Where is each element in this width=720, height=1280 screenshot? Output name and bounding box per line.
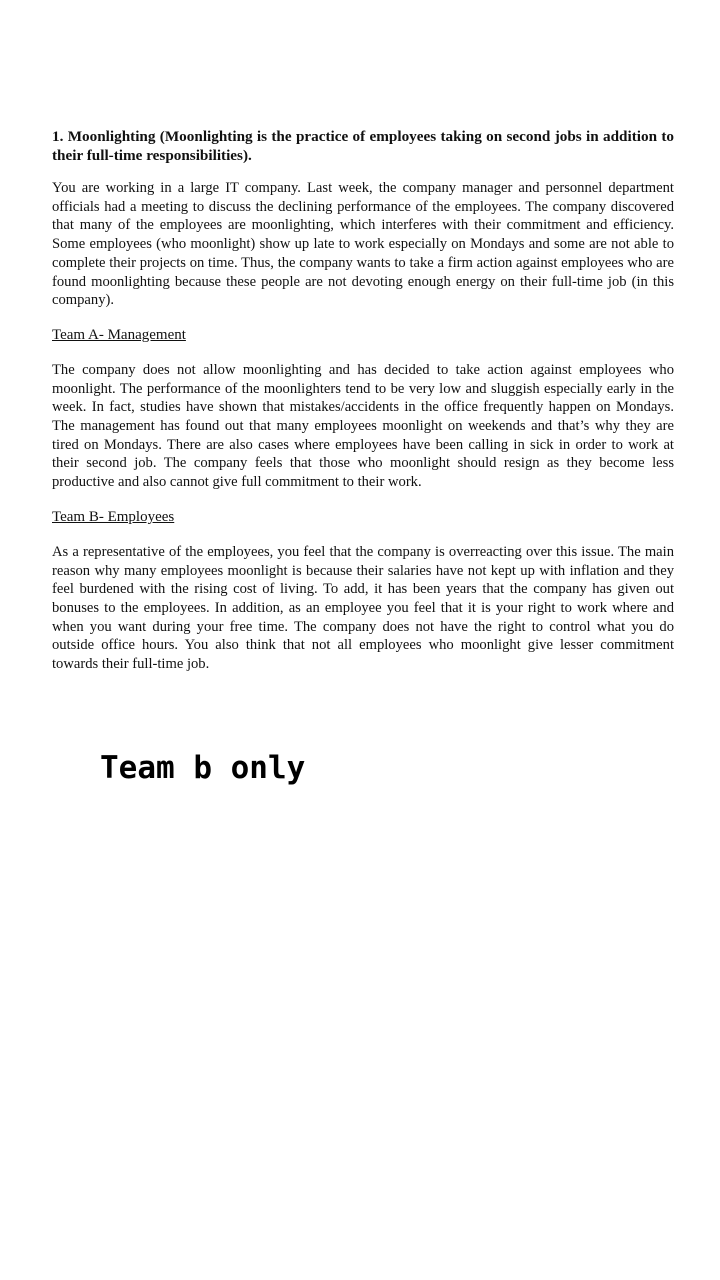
team-a-title: Team A- Management (52, 326, 186, 343)
overlay-caption: Team b only (100, 750, 306, 786)
intro-paragraph: You are working in a large IT company. Last week, the company manager and personnel department officials had a meeting to discuss the declining performance of the employees. The company discovered that many of the employees are moonlighting, which interferes with their commitment and efficiency. Some employees (who moonlight) show up late to work especially on Mondays and some are not able to complete their projects on time. Thus, the company wants to take a firm action against employees who are found moonlighting because these people are not devoting enough energy on their full-time job (in this company). (52, 180, 674, 309)
document-page (52, 127, 674, 674)
question-heading: 1. Moonlighting (Moonlighting is the practice of employees taking on second jobs in addition to their full-time responsibilities). (52, 128, 674, 164)
team-b-title: Team B- Employees (52, 508, 175, 525)
team-a-paragraph: The company does not allow moonlighting and has decided to take action against employees who moonlight. The performance of the moonlighters tend to be very low and sluggish especially early in the week. In fact, studies have shown that mistakes/accidents in the office frequently happen on Mondays. The management has found out that many employees moonlight on weekends and that’s why they are tired on Mondays. There are also cases where employees have been calling in sick in order to work at their second job. The company feels that those who moonlight should resign as they become less productive and also cannot give full commitment to their work. (52, 361, 674, 491)
team-b-paragraph: As a representative of the employees, you feel that the company is overreacting over this issue. The main reason why many employees moonlight is because their salaries have not kept up with inflation and they feel burdened with the rising cost of living. To add, it has been years that the company has given out bonuses to the employees. In addition, as an employee you feel that it is your right to work where and when you want during your free time. The company does not have the right to control what you do outside office hours. You also think that not all employees who moonlight give lesser commitment towards their full-time job. (52, 543, 674, 673)
